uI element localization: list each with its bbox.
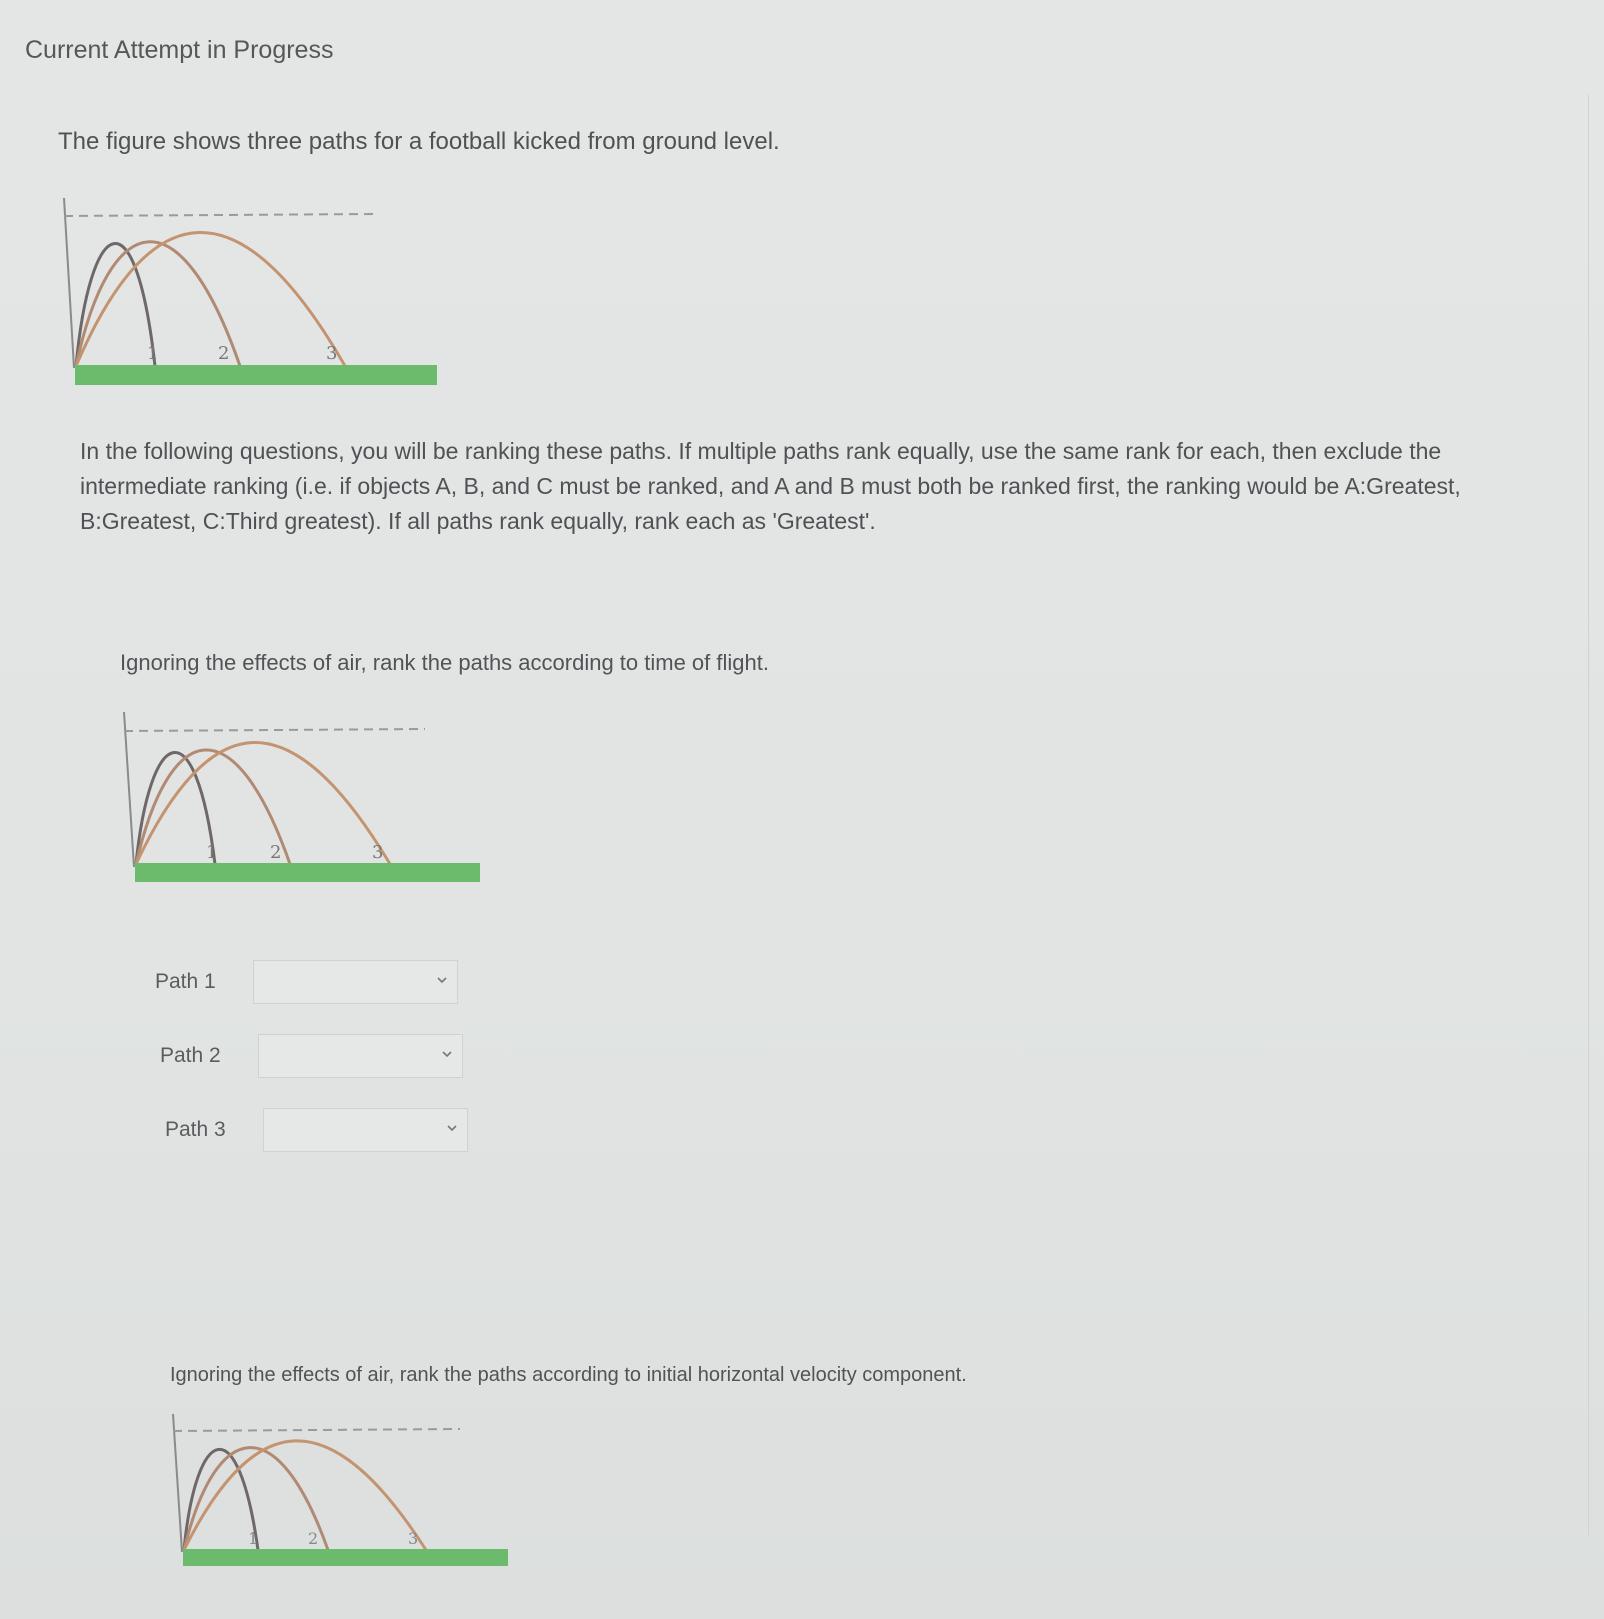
page-title: Current Attempt in Progress [25, 36, 334, 64]
path-2-rank-select[interactable] [258, 1034, 463, 1078]
ranking-instructions: In the following questions, you will be ranking these paths. If multiple paths rank equally, use the same rank for each, then exclude the intermediate ranking (i.e. if objects A, B, and C must be ranked, and A and B must both be ranked first, the ranking would be A:Greatest, B:Greatest, C:Third greatest). If all paths rank equally, rank each as 'Greatest'. [80, 438, 1461, 534]
question-2-text: Ignoring the effects of air, rank the paths according to initial horizontal velocity component. [170, 1364, 967, 1386]
figure-axis [64, 198, 74, 368]
rank-label: Path 1 [155, 970, 216, 993]
chevron-down-icon [445, 1121, 459, 1135]
ground [183, 1549, 508, 1566]
path-2-label: 2 [270, 842, 282, 863]
trajectory-figure-q2 [170, 1414, 520, 1584]
path-3-label: 3 [326, 343, 338, 364]
ground [135, 863, 480, 882]
path-3-label: 3 [372, 842, 384, 863]
content-border [1588, 95, 1589, 1535]
path-3-rank-select[interactable] [263, 1108, 468, 1152]
figure-axis [173, 1414, 182, 1552]
path-2-label: 2 [308, 1529, 319, 1548]
path-1-label: 1 [147, 343, 159, 364]
figure-axis [124, 712, 134, 867]
path-3-label: 3 [408, 1529, 419, 1548]
path-1-rank-select[interactable] [253, 960, 458, 1004]
path-1-label: 1 [248, 1529, 259, 1548]
path-2-label: 2 [218, 343, 230, 364]
path-1-label: 1 [206, 842, 218, 863]
max-height-dash [173, 1429, 460, 1431]
rank-label: Path 2 [160, 1044, 221, 1067]
trajectory-figure [60, 198, 440, 400]
max-height-dash [124, 729, 425, 731]
intro-text: The figure shows three paths for a football kicked from ground level. [58, 128, 780, 155]
chevron-down-icon [440, 1047, 454, 1061]
question-1-text: Ignoring the effects of air, rank the paths according to time of flight. [120, 650, 769, 675]
ground [75, 365, 437, 385]
rank-label: Path 3 [165, 1118, 226, 1141]
max-height-dash [64, 214, 375, 216]
chevron-down-icon [435, 973, 449, 987]
trajectory-figure-q1 [120, 712, 490, 896]
